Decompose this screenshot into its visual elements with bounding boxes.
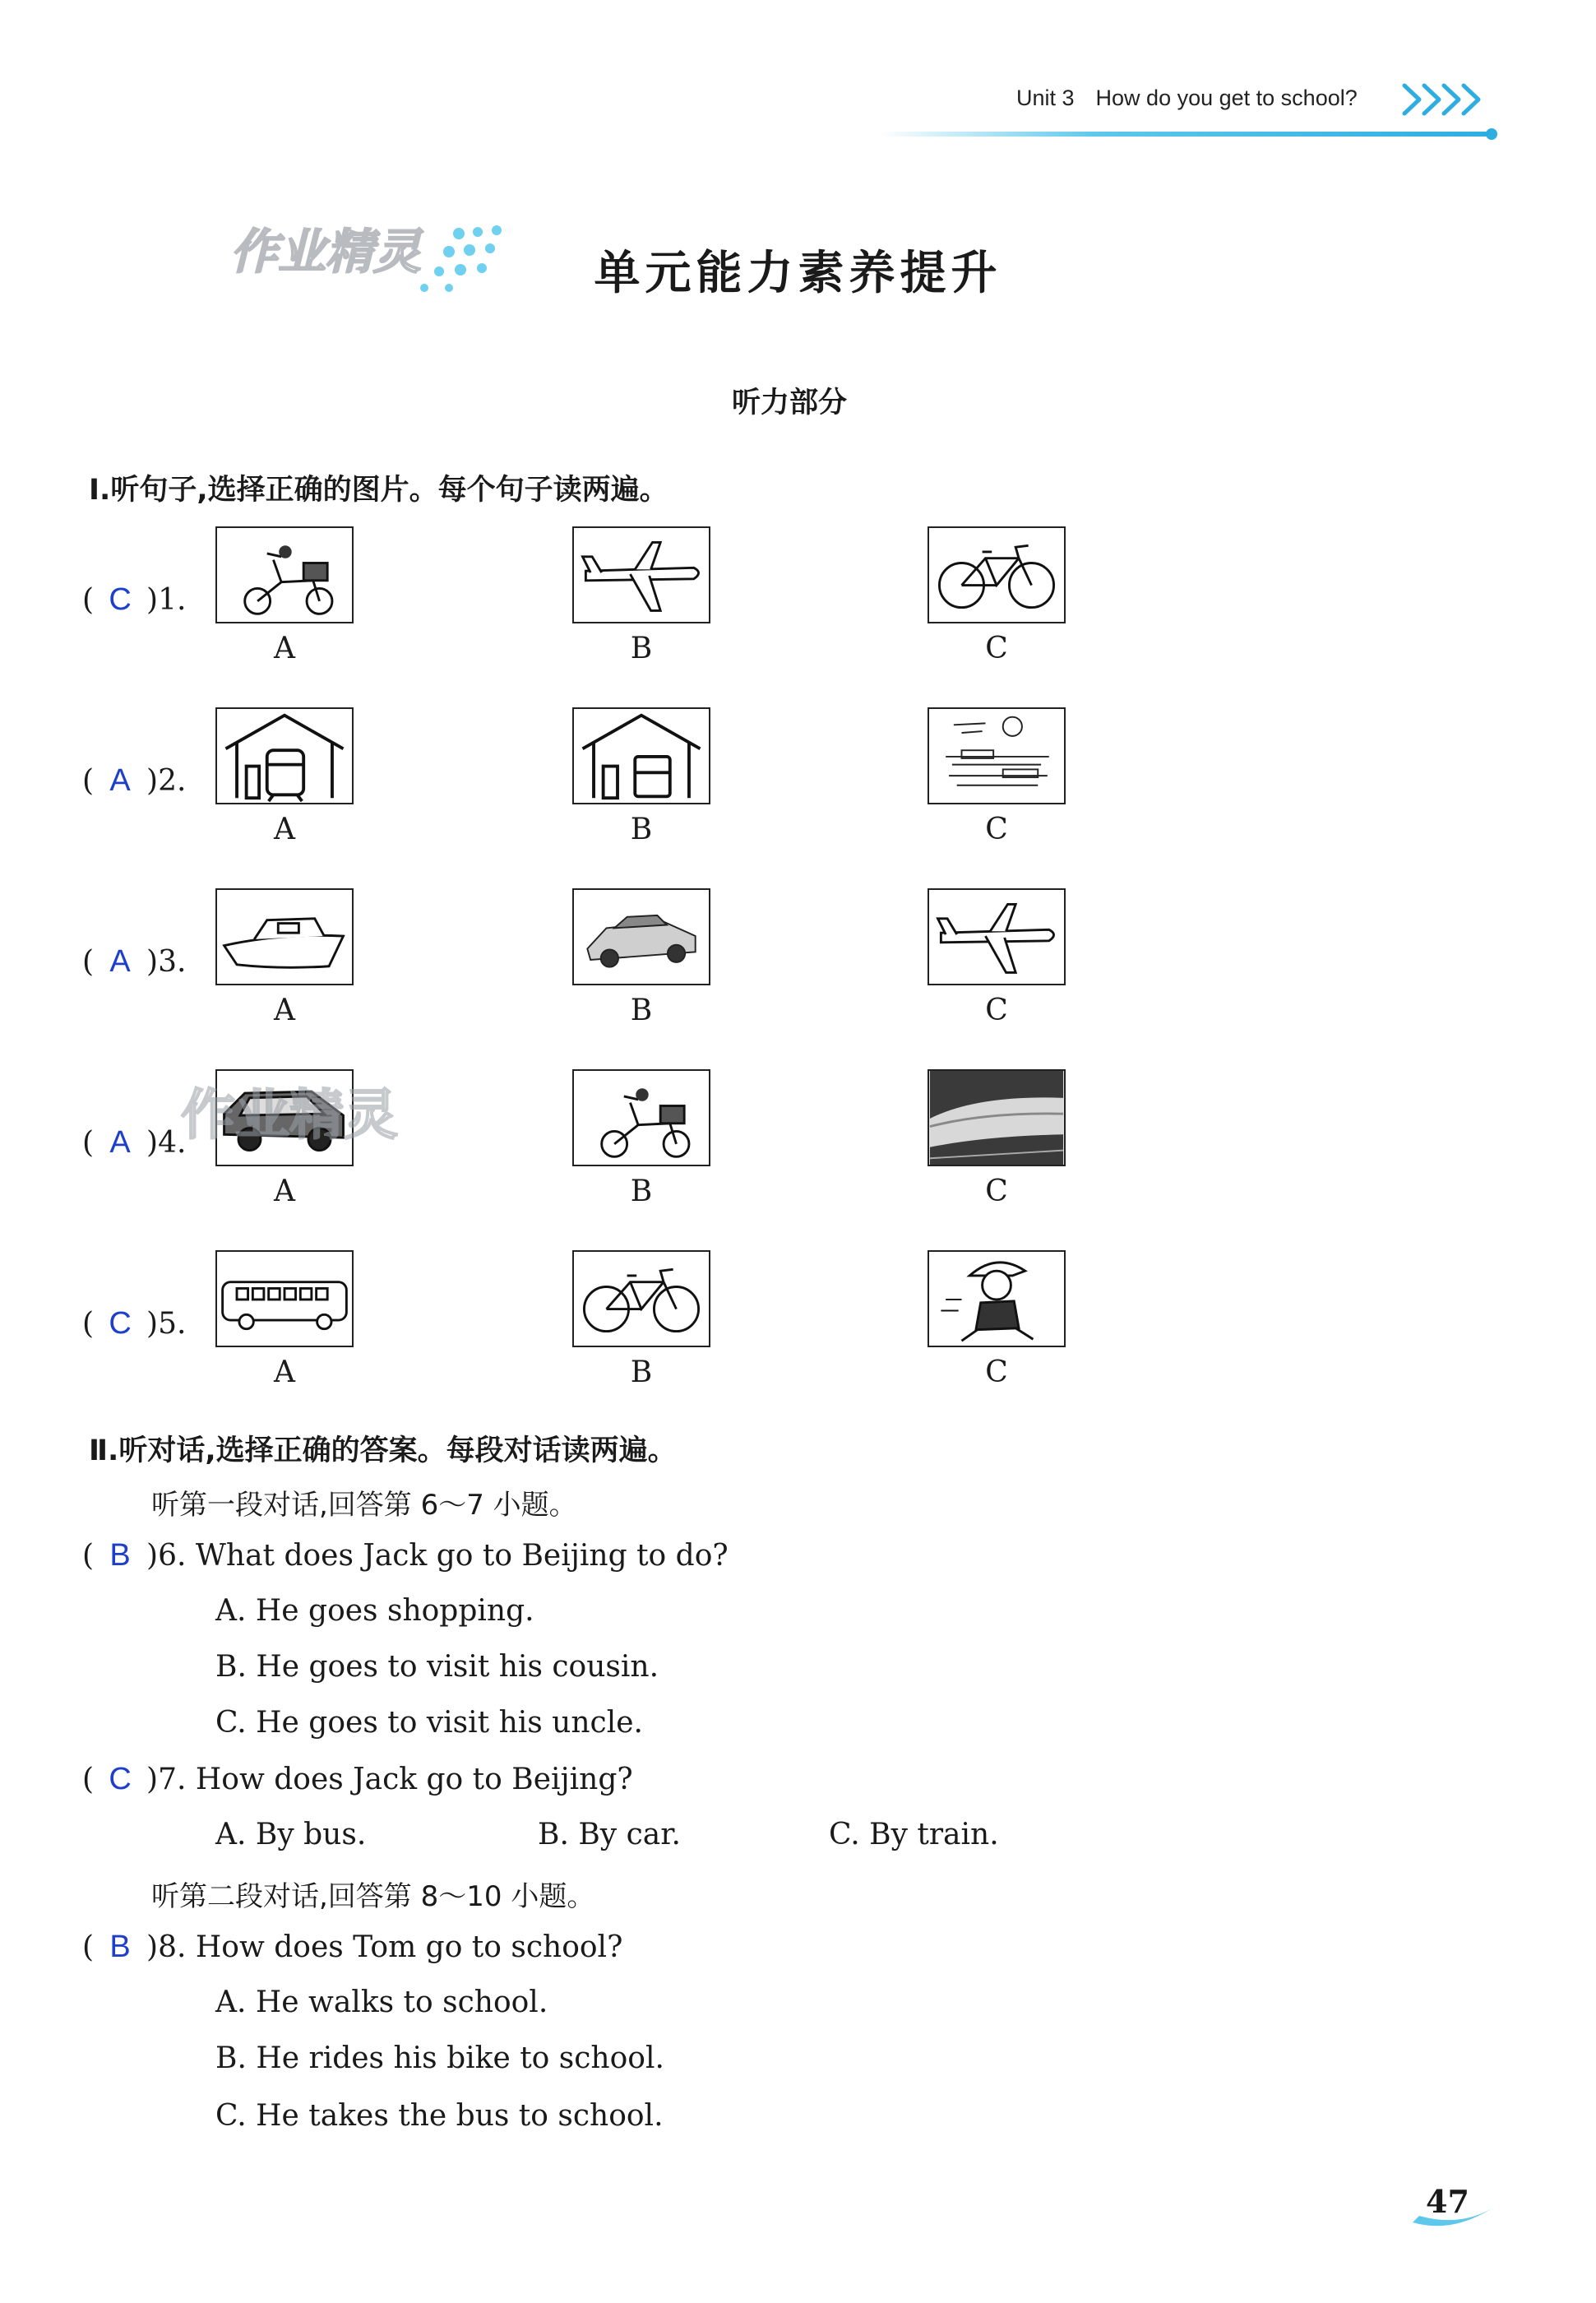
question-8-text: How does Tom go to school?: [195, 1930, 623, 1964]
option-label-c: C: [985, 1175, 1008, 1208]
dialogue2-intro: 听第二段对话,回答第 8～10 小题。: [151, 1880, 595, 1913]
answer-8: B: [109, 1930, 131, 1964]
option-label-c: C: [985, 813, 1008, 846]
answer-7: C: [109, 1762, 132, 1796]
q7-option-b: B. By car.: [538, 1818, 681, 1851]
section2-heading: Ⅱ.听对话,选择正确的答案。每段对话读两遍。: [89, 1434, 677, 1467]
header-rule: [880, 132, 1492, 137]
question-number: 1.: [158, 583, 187, 617]
section1-heading: Ⅰ.听句子,选择正确的图片。每个句子读两遍。: [89, 474, 668, 507]
question-7: ( C )7. How does Jack go to Beijing?: [82, 1762, 633, 1796]
question-number: 5.: [158, 1307, 187, 1341]
answer-5: C: [109, 1306, 132, 1341]
option-label-a: A: [274, 632, 295, 665]
picture-question-3: ( A )3. A B C: [0, 888, 1596, 1069]
bike-icon: [928, 526, 1066, 623]
page-title: 单元能力素养提升: [594, 247, 1002, 300]
section-subtitle: 听力部分: [731, 387, 847, 419]
train-photo-icon: [928, 1069, 1066, 1166]
header-rule-dot: [1486, 128, 1497, 140]
question-number: 4.: [158, 1126, 187, 1160]
watermark-text: 作业精灵: [181, 1083, 398, 1147]
option-label-b: B: [630, 1175, 653, 1208]
bike-icon: [572, 1250, 710, 1347]
answer-6: B: [109, 1538, 131, 1573]
option-label-a: A: [274, 813, 295, 846]
option-label-b: B: [630, 1355, 653, 1389]
option-label-b: B: [630, 994, 653, 1027]
question-number: 2.: [158, 764, 187, 798]
option-label-a: A: [274, 994, 295, 1027]
question-6-text: What does Jack go to Beijing to do?: [195, 1539, 729, 1573]
plane-icon: [572, 526, 710, 623]
answer-2: A: [109, 763, 131, 798]
dialogue1-intro: 听第一段对话,回答第 6～7 小题。: [151, 1489, 577, 1522]
option-label-c: C: [985, 1355, 1008, 1389]
chevrons-icon: [1399, 79, 1497, 120]
logo-text: 作业精灵: [230, 224, 422, 280]
question-number: 3.: [158, 945, 187, 979]
q7-option-c: C. By train.: [829, 1818, 999, 1851]
q8-option-b: B. He rides his bike to school.: [215, 2041, 664, 2075]
q6-option-a: A. He goes shopping.: [215, 1594, 534, 1628]
unit-question: How do you get to school?: [1095, 86, 1358, 110]
option-label-b: B: [630, 632, 653, 665]
harbor-scene-icon: [928, 707, 1066, 804]
train-station-icon: [215, 707, 354, 804]
option-label-c: C: [985, 994, 1008, 1027]
q8-option-c: C. He takes the bus to school.: [215, 2099, 664, 2133]
page-number: 47: [1426, 2183, 1469, 2220]
picture-question-5: ( C )5. A B C: [0, 1250, 1596, 1431]
option-label-a: A: [274, 1175, 295, 1208]
walking-boy-icon: [928, 1250, 1066, 1347]
picture-question-2: ( A )2. A B C: [0, 707, 1596, 888]
q7-option-a: A. By bus.: [215, 1818, 367, 1851]
q6-option-c: C. He goes to visit his uncle.: [215, 1706, 643, 1740]
watermark-icon: [176, 1069, 423, 1160]
answer-3: A: [109, 944, 131, 979]
running-header: [1016, 86, 1358, 111]
question-7-text: How does Jack go to Beijing?: [195, 1763, 633, 1796]
boat-icon: [215, 888, 354, 985]
question-8: ( B )8. How does Tom go to school?: [82, 1930, 623, 1964]
plane-icon: [928, 888, 1066, 985]
picture-question-4: ( A )4. A B C: [0, 1069, 1596, 1250]
question-6: ( B )6. What does Jack go to Beijing to do?: [82, 1538, 729, 1573]
q6-option-b: B. He goes to visit his cousin.: [215, 1650, 659, 1684]
motorbike-icon: [215, 526, 354, 623]
option-label-b: B: [630, 813, 653, 846]
bus-icon: [215, 1250, 354, 1347]
option-label-a: A: [274, 1355, 295, 1389]
bus-station-icon: [572, 707, 710, 804]
answer-1: C: [109, 582, 132, 617]
picture-question-1: ( C )1. A B C: [0, 526, 1596, 707]
q8-option-a: A. He walks to school.: [215, 1986, 548, 2019]
answer-4: A: [109, 1125, 131, 1160]
unit-label: Unit 3: [1016, 86, 1075, 110]
option-label-c: C: [985, 632, 1008, 665]
motorbike-icon: [572, 1069, 710, 1166]
car-photo-icon: [572, 888, 710, 985]
